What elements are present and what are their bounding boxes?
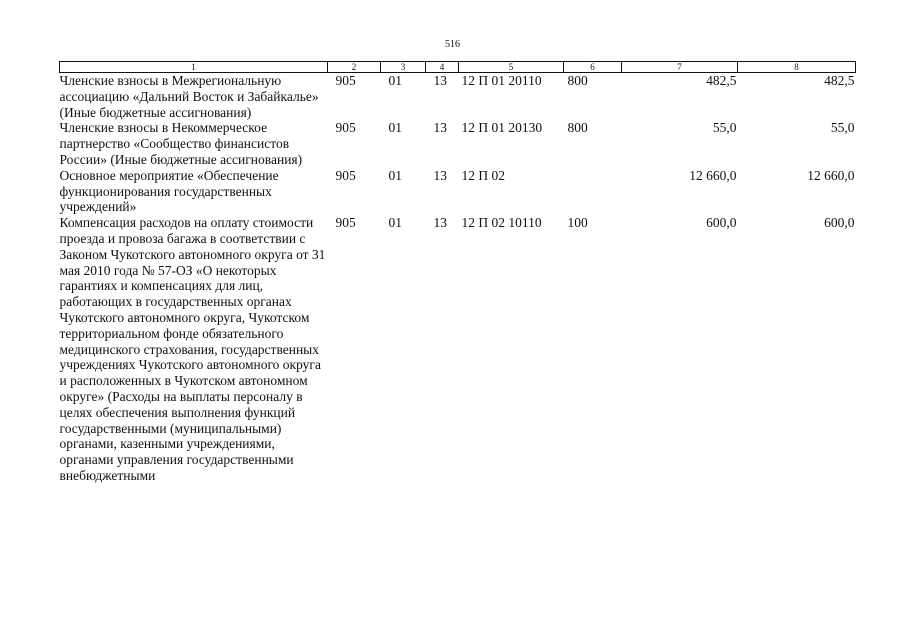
row-subsection: 13 xyxy=(433,73,447,88)
row-target: 12 П 02 xyxy=(461,167,505,183)
header-col-5: 5 xyxy=(459,62,564,73)
header-col-3: 3 xyxy=(381,62,426,73)
budget-table xyxy=(59,61,856,484)
row-section: 01 xyxy=(388,215,402,231)
row-name: Компенсация расходов на оплату стоимости проезда и провоза багажа в соответствии с Законом Чукотского автономного округа от 31 мая 2010 года № 57-ОЗ «О некоторых гарантиях и компенсациях для лиц, работающих в государственных органах Чукотского автономного округа, Чукотском территориальном фонде обязательного медицинского страхования, государственных учреждениях Чукотского автономного округа и расположенных в Чукотском автономном округе» (Расходы на выплаты персоналу в целях обеспечения выполнения функций государственными (муниципальными) органами, казенными учреждениями, органами управления государственными внебюджетными xyxy=(59,215,326,483)
row-name: Членские взносы в Межрегиональную ассоциацию «Дальний Восток и Забайкалье» (Иные бюджетные ассигнования) xyxy=(59,73,319,120)
header-col-4: 4 xyxy=(426,62,459,73)
row-section: 01 xyxy=(388,120,402,136)
row-ministry: 905 xyxy=(335,120,356,136)
table-row xyxy=(60,73,856,121)
header-col-2: 2 xyxy=(328,62,381,73)
row-amount-1: 12 660,0 xyxy=(689,167,737,183)
table-row xyxy=(60,215,856,484)
row-amount-1: 600,0 xyxy=(706,215,737,231)
row-target: 12 П 01 20130 xyxy=(461,120,543,136)
row-subsection: 13 xyxy=(433,215,447,231)
row-amount-1: 482,5 xyxy=(706,73,737,88)
row-expense-type: 800 xyxy=(567,73,588,88)
row-ministry: 905 xyxy=(335,167,356,183)
header-col-7: 7 xyxy=(622,62,738,73)
row-target: 12 П 01 20110 xyxy=(461,73,542,88)
page-number: 516 xyxy=(445,39,460,50)
row-amount-2: 12 660,0 xyxy=(807,167,855,183)
row-expense-type: 800 xyxy=(567,120,588,136)
row-section: 01 xyxy=(388,73,402,88)
row-amount-2: 600,0 xyxy=(824,215,855,231)
row-expense-type xyxy=(564,168,622,215)
header-col-6: 6 xyxy=(564,62,622,73)
row-amount-2: 482,5 xyxy=(824,73,855,88)
row-ministry: 905 xyxy=(335,215,356,231)
table-row xyxy=(60,120,856,167)
header-col-1: 1 xyxy=(60,62,328,73)
row-subsection: 13 xyxy=(433,120,447,136)
table-row xyxy=(60,168,856,215)
row-name: Основное мероприятие «Обеспечение функционирования государственных учреждений» xyxy=(59,167,279,215)
row-target: 12 П 02 10110 xyxy=(461,215,542,231)
row-expense-type: 100 xyxy=(567,215,588,231)
header-row xyxy=(60,62,856,73)
row-section: 01 xyxy=(388,167,402,183)
row-subsection: 13 xyxy=(433,167,447,183)
row-name: Членские взносы в Некоммерческое партнерство «Сообщество финансистов России» (Иные бюджетные ассигнования) xyxy=(59,120,303,167)
row-ministry: 905 xyxy=(335,73,356,88)
row-amount-2: 55,0 xyxy=(830,120,855,136)
row-amount-1: 55,0 xyxy=(712,120,737,136)
header-col-8: 8 xyxy=(738,62,856,73)
